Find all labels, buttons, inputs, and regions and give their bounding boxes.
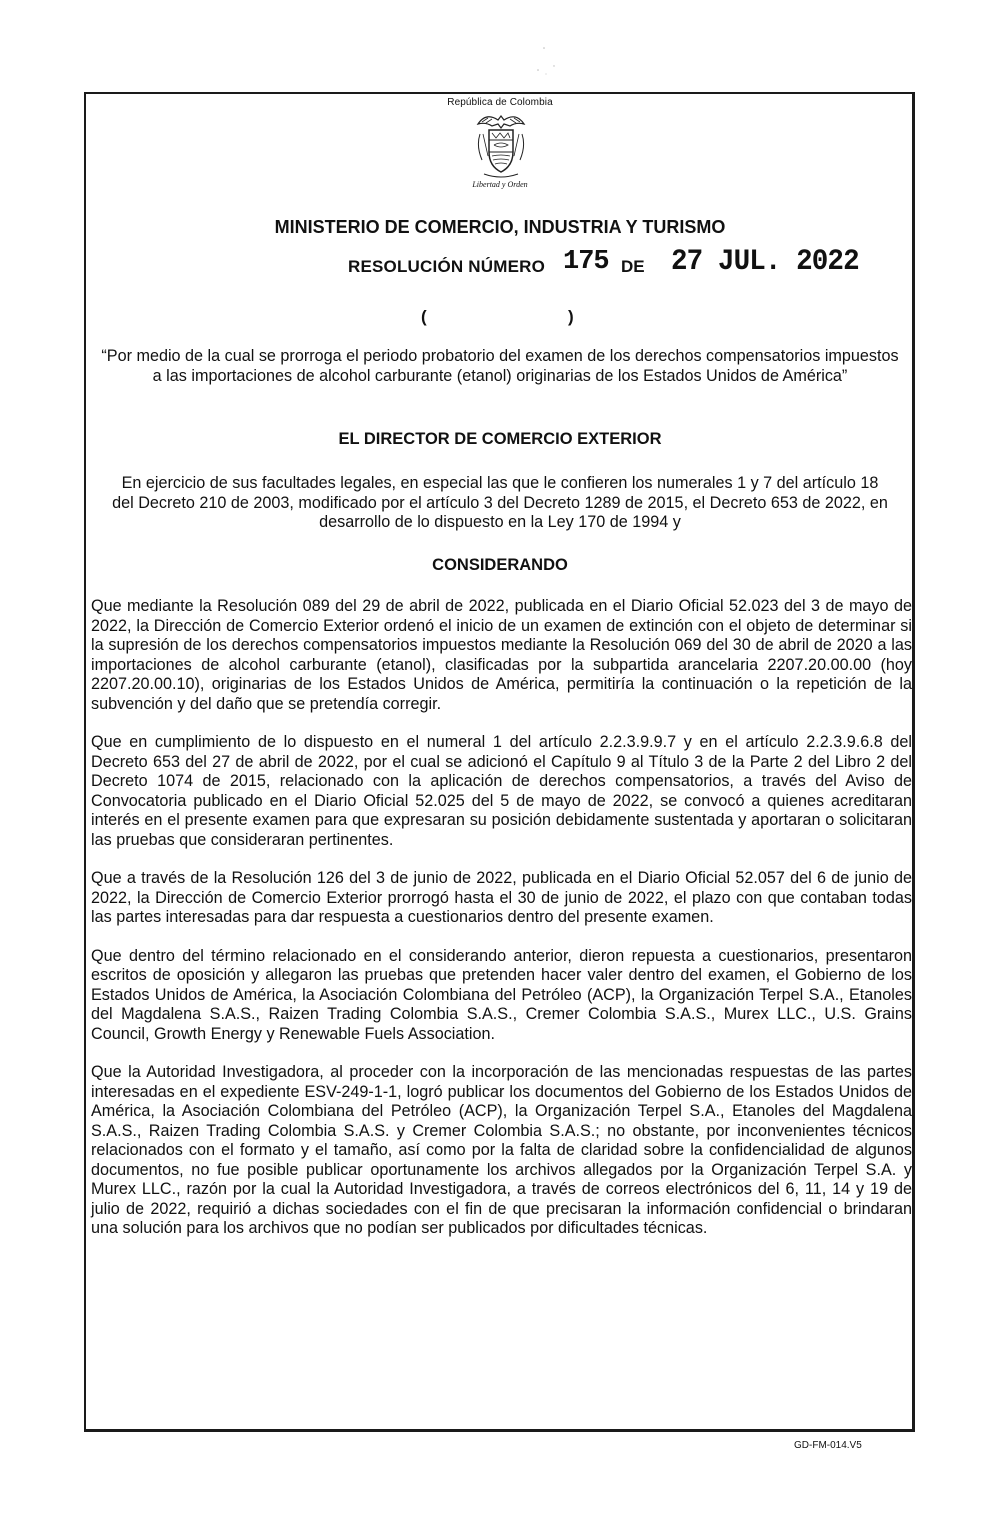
- resolution-subject: “Por medio de la cual se prorroga el periodo probatorio del examen de los derechos compensatorios impuestos a las importaciones de alcohol carburante (etanol) originarias de los Estados Unidos de América”: [101, 347, 899, 385]
- director-title: EL DIRECTOR DE COMERCIO EXTERIOR: [338, 430, 662, 448]
- coat-of-arms-icon: [474, 110, 528, 182]
- considering-paragraphs: [91, 597, 912, 1258]
- form-code: GD-FM-014.V5: [794, 1440, 862, 1451]
- resolution-date: 27 JUL. 2022: [671, 245, 859, 279]
- ministry-name: MINISTERIO DE COMERCIO, INDUSTRIA Y TURISMO: [274, 217, 726, 237]
- considering-heading: CONSIDERANDO: [432, 556, 568, 574]
- country-name: República de Colombia: [447, 97, 553, 108]
- considering-paragraph-3: Que a través de la Resolución 126 del 3 de junio de 2022, publicada en el Diario Oficial 52.057 del 6 de junio de 2022, la Dirección de Comercio Exterior prorrogó hasta el 30 de junio de 2022, el plazo con que contaban todas las partes interesadas para dar respuesta a cuestionarios dentro del presente examen.: [91, 869, 912, 926]
- resolution-number: 175: [563, 247, 609, 277]
- paren-open: (: [421, 307, 427, 326]
- resolution-de-label: DE: [621, 257, 645, 276]
- paren-close: ): [568, 307, 574, 326]
- considering-paragraph-2: Que en cumplimiento de lo dispuesto en el numeral 1 del artículo 2.2.3.9.9.7 y en el artículo 2.2.3.9.6.8 del Decreto 653 del 27 de abril de 2022, por el cual se adicionó el Capítulo 9 al Título 3 de la Parte 2 del Libro 2 del Decreto 1074 de 2015, relacionado con la aplicación de derechos compensatorios, a través del Aviso de Convocatoria publicado en el Diario Oficial 52.025 del 5 de mayo de 2022, se convocó a quienes acreditaran interés en el presente examen para que expresaran su posición debidamente sustentada y aportaran o solicitaran las pruebas que consideraran pertinentes.: [91, 733, 912, 849]
- legal-powers-paragraph: En ejercicio de sus facultades legales, en especial las que le confieren los numerales 1 y 7 del artículo 18 del Decreto 210 de 2003, modificado por el artículo 3 del Decreto 1289 de 2015, el Decreto 653 de 2022, en desarrollo de lo dispuesto en la Ley 170 de 1994 y: [112, 474, 888, 531]
- resolution-label: RESOLUCIÓN NÚMERO: [348, 257, 546, 276]
- resolution-line: [0, 245, 1000, 285]
- considering-paragraph-5: Que la Autoridad Investigadora, al proceder con la incorporación de las mencionadas respuestas de las partes interesadas en el expediente ESV-249-1-1, logró publicar los documentos del Gobierno de los Estados Unidos de América, la Asociación Colombiana del Petróleo (ACP), la Organización Terpel S.A., Etanoles del Magdalena S.A.S., Raizen Trading Colombia S.A.S. y Cremer Colombia S.A.S.; no obstante, por inconvenientes técnicos relacionados con el formato y el tamaño, así como por la falta de claridad sobre la confidencialidad de algunos documentos, no fue posible publicar oportunamente los archivos allegados por la Organización Terpel S.A. y Murex LLC., razón por la cual la Autoridad Investigadora, a través de correos electrónicos del 6, 11, 14 y 19 de julio de 2022, requirió a dichas sociedades con el fin de que precisaran la información confidencial o brindaran una solución para los archivos que no podían ser publicados por dificultades técnicas.: [91, 1063, 912, 1237]
- scan-artifact: [534, 40, 564, 80]
- considering-paragraph-1: Que mediante la Resolución 089 del 29 de abril de 2022, publicada en el Diario Oficial 52.023 del 3 de mayo de 2022, la Dirección de Comercio Exterior ordenó el inicio de un examen de extinción con el objeto de determinar si la supresión de los derechos compensatorios impuestos mediante la Resolución 069 del 30 de abril de 2020 a las importaciones de alcohol carburante (etanol), clasificadas por la subpartida arancelaria 2207.20.00.00 (hoy 2207.20.00.10), originarias de los Estados Unidos de América, permitiría la continuación o la repetición de la subvención y del daño que se pretendía corregir.: [91, 597, 912, 713]
- national-motto: Libertad y Orden: [472, 180, 528, 189]
- considering-paragraph-4: Que dentro del término relacionado en el considerando anterior, dieron repuesta a cuestionarios, presentaron escritos de oposición y allegaron las pruebas que pretenden hacer valer dentro del examen, el Gobierno de los Estados Unidos de América, la Asociación Colombiana del Petróleo (ACP), la Organización Terpel S.A., Etanoles del Magdalena S.A.S., Raizen Trading Colombia S.A.S., Cremer Colombia S.A.S., Murex LLC., U.S. Grains Council, Growth Energy y Renewable Fuels Association.: [91, 946, 912, 1043]
